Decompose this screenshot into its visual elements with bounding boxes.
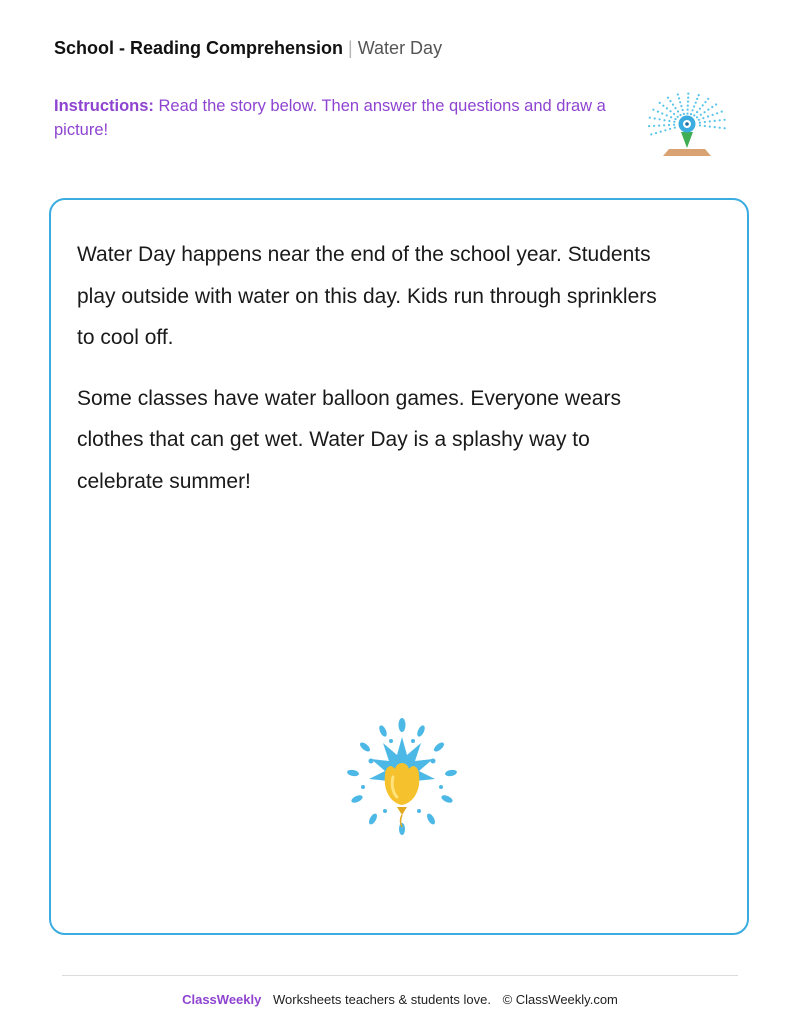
- footer-divider: [62, 975, 738, 976]
- story-paragraph-2: Some classes have water balloon games. Everyone wears clothes that can get wet. Water Day is a splashy way to celebrate summer!: [77, 386, 621, 493]
- story-text: [77, 234, 677, 521]
- footer: [0, 992, 800, 1008]
- instructions: [54, 94, 614, 142]
- page-header: [54, 37, 442, 59]
- footer-tagline: Worksheets teachers & students love.: [272, 992, 491, 1007]
- story-box: [49, 198, 749, 935]
- header-topic: Water Day: [357, 38, 443, 58]
- header-separator: |: [348, 38, 353, 58]
- footer-brand[interactable]: ClassWeekly: [182, 992, 262, 1007]
- sprinkler-icon: [644, 86, 730, 160]
- story-paragraph-1: Water Day happens near the end of the school year. Students play outside with water on this day. Kids run through sprinklers to cool off.: [77, 243, 657, 349]
- instructions-text: Read the story below. Then answer the questions and draw a picture!: [54, 97, 606, 139]
- instructions-label: Instructions:: [54, 97, 154, 115]
- water-balloon-splash-icon: [341, 715, 463, 841]
- header-category: School - Reading Comprehension: [54, 38, 344, 58]
- footer-copyright: © ClassWeekly.com: [502, 992, 618, 1007]
